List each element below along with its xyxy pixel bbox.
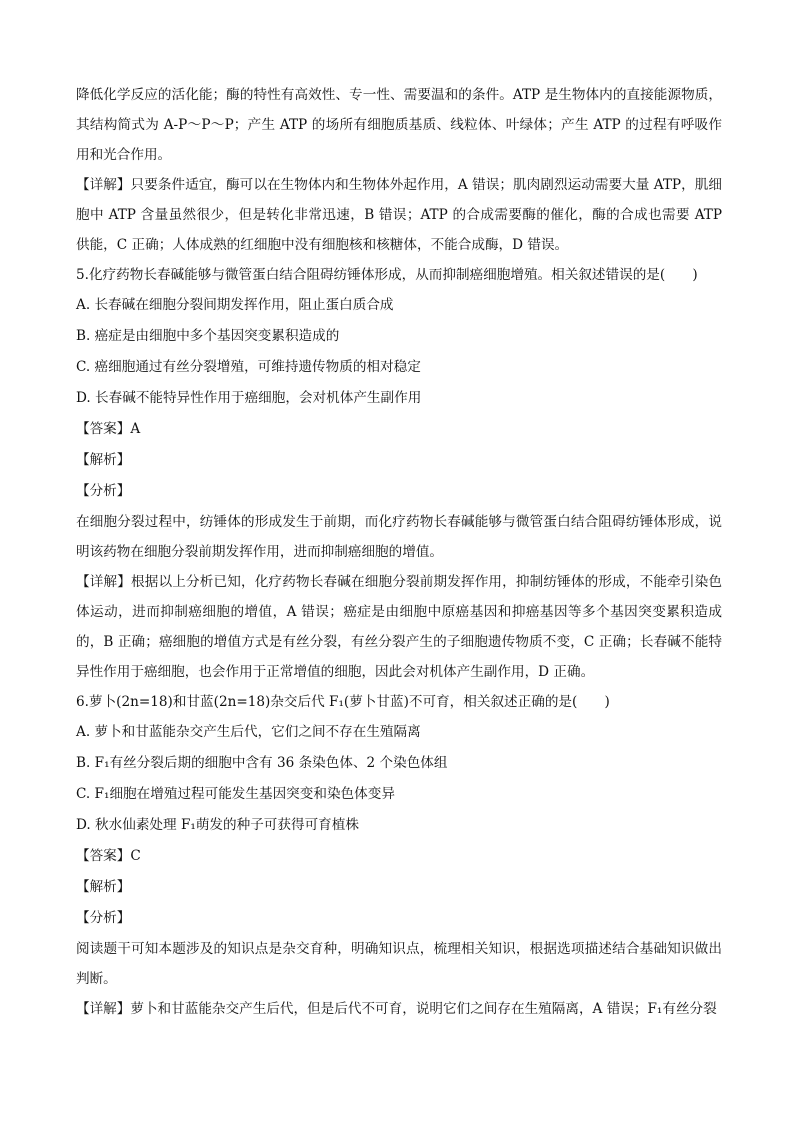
question-6-detail: 【详解】萝卜和甘蓝能杂交产生后代，但是后代不可育，说明它们之间存在生殖隔离，A 错误；F₁有丝分裂 (76, 1001, 717, 1017)
question-6-answer: 【答案】C (76, 848, 141, 864)
question-6-analysis: 阅读题干可知本题涉及的知识点是杂交育种，明确知识点，梳理相关知识，根据选项描述结合基础知识做出判断。 (76, 941, 722, 987)
question-6-stem: 6.萝卜(2n=18)和甘蓝(2n=18)杂交后代 F₁(萝卜甘蓝)不可育，相关叙述正确的是( ) (76, 694, 610, 710)
question-6-jiexi-heading: 【解析】 (76, 879, 131, 895)
paragraph-concept-summary: 降低化学反应的活化能；酶的特性有高效性、专一性、需要温和的条件。ATP 是生物体内的直接能源物质，其结构简式为 A-P～P～P；产生 ATP 的场所有细胞质基质、线粒体、叶绿体；产生 ATP 的过程有呼吸作用和光合作用。 (76, 87, 722, 163)
question-6-option-b: B. F₁有丝分裂后期的细胞中含有 36 条染色体、2 个染色体组 (76, 755, 448, 771)
question-6-option-d: D. 秋水仙素处理 F₁萌发的种子可获得可育植株 (76, 817, 359, 833)
question-5-answer: 【答案】A (76, 421, 141, 437)
question-5-option-d: D. 长春碱不能特异性作用于癌细胞，会对机体产生副作用 (76, 390, 422, 406)
page-content (76, 80, 722, 1024)
question-5-option-c: C. 癌细胞通过有丝分裂增殖，可维持遗传物质的相对稳定 (76, 359, 421, 375)
question-6-fenxi-heading: 【分析】 (76, 910, 131, 926)
question-5-analysis: 在细胞分裂过程中，纺锤体的形成发生于前期，而化疗药物长春碱能够与微管蛋白结合阻碍纺锤体形成，说明该药物在细胞分裂前期发挥作用，进而抑制癌细胞的增值。 (76, 514, 722, 560)
question-5-option-a: A. 长春碱在细胞分裂间期发挥作用，阻止蛋白质合成 (76, 297, 394, 313)
question-5-jiexi-heading: 【解析】 (76, 452, 131, 468)
question-5-detail: 【详解】根据以上分析已知，化疗药物长春碱在细胞分裂前期发挥作用，抑制纺锤体的形成，不能牵引染色体运动，进而抑制癌细胞的增值，A 错误；癌症是由细胞中原癌基因和抑癌基因等多个基因突变累积造成的，B 正确；癌细胞的增值方式是有丝分裂，有丝分裂产生的子细胞遗传物质不变，C 正确；长春碱不能特异性作用于癌细胞，也会作用于正常增值的细胞，因此会对机体产生副作用，D 正确。 (76, 574, 722, 680)
question-5-option-b: B. 癌症是由细胞中多个基因突变累积造成的 (76, 328, 340, 344)
question-6-option-c: C. F₁细胞在增殖过程可能发生基因突变和染色体变异 (76, 786, 395, 802)
paragraph-q4-detail: 【详解】只要条件适宜，酶可以在生物体内和生物体外起作用，A 错误；肌肉剧烈运动需要大量 ATP，肌细胞中 ATP 含量虽然很少，但是转化非常迅速，B 错误；ATP 的合成需要酶的催化，酶的合成也需要 ATP 供能，C 正确；人体成熟的红细胞中没有细胞核和核糖体，不能合成酶，D 错误。 (76, 177, 722, 253)
question-6-option-a: A. 萝卜和甘蓝能杂交产生后代，它们之间不存在生殖隔离 (76, 724, 421, 740)
question-5-stem: 5.化疗药物长春碱能够与微管蛋白结合阻碍纺锤体形成，从而抑制癌细胞增殖。相关叙述错误的是( ) (76, 267, 698, 283)
question-5-fenxi-heading: 【分析】 (76, 483, 131, 499)
